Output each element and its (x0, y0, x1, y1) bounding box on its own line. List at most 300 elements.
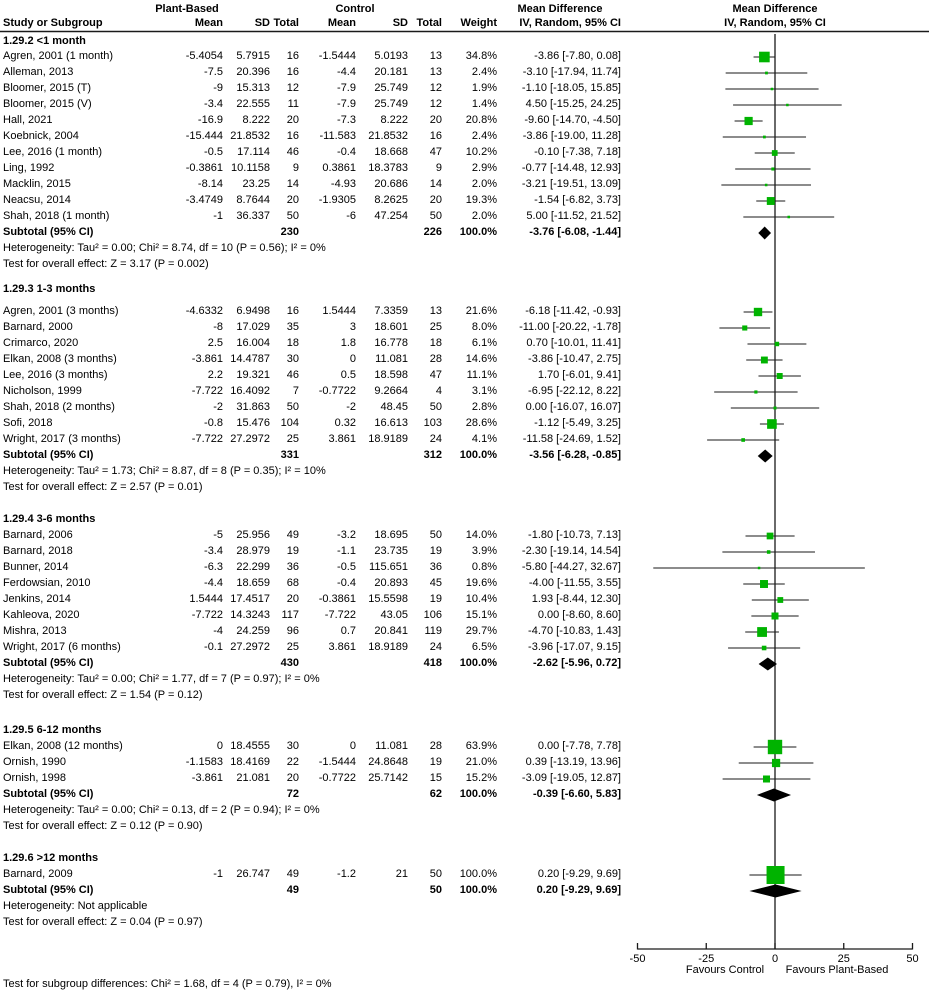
control-total-cell: 12 (429, 98, 442, 110)
md-ci-cell: -4.00 [-11.55, 3.55] (528, 577, 621, 589)
control-sd-cell: 20.893 (374, 577, 408, 589)
study-label: Crimarco, 2020 (3, 337, 79, 349)
section-title: 1.29.3 1-3 months (3, 283, 96, 295)
effect-square (763, 775, 770, 782)
control-total-cell: 50 (429, 401, 442, 413)
plantbased-sd-cell: 15.476 (236, 417, 270, 429)
subtotal-plantbased-total: 331 (280, 449, 299, 461)
weight-cell: 1.4% (471, 98, 497, 110)
subtotal-weight: 100.0% (459, 449, 497, 461)
control-sd-cell: 11.081 (375, 740, 408, 752)
control-total-cell: 19 (429, 593, 442, 605)
control-sd-cell: 11.081 (375, 353, 408, 365)
x-axis-tick-label: 50 (906, 953, 919, 965)
control-sd-cell: 21 (395, 868, 408, 880)
plantbased-total-cell: 20 (286, 772, 299, 784)
favours-control-label: Favours Control (685, 964, 765, 976)
effect-square (787, 216, 790, 219)
study-label: Mishra, 2013 (3, 625, 67, 637)
study-label: Elkan, 2008 (3 months) (3, 353, 117, 365)
md-ci-cell: -4.70 [-10.83, 1.43] (528, 625, 621, 637)
control-mean-cell: 0.3861 (322, 162, 356, 174)
md-ci-cell: -9.60 [-14.70, -4.50] (524, 114, 621, 126)
overall-effect-text: Test for overall effect: Z = 1.54 (P = 0.12) (3, 689, 203, 701)
study-label: Agren, 2001 (3 months) (3, 305, 119, 317)
control-mean-cell: -7.9 (337, 82, 356, 94)
plantbased-mean-cell: -1 (213, 210, 223, 222)
plantbased-sd-cell: 26.747 (236, 868, 270, 880)
subtotal-control-total: 226 (423, 226, 442, 238)
plantbased-sd-cell: 21.081 (236, 772, 270, 784)
plantbased-total-cell: 7 (292, 385, 299, 397)
sd2-col-header: SD (392, 17, 408, 29)
x-axis-tick-label: -25 (698, 953, 715, 965)
plantbased-sd-cell: 18.4169 (230, 756, 270, 768)
control-sd-cell: 8.222 (380, 114, 408, 126)
plantbased-mean-cell: -9 (213, 82, 223, 94)
plantbased-mean-cell: -7.722 (191, 385, 223, 397)
plantbased-total-cell: 46 (286, 369, 299, 381)
weight-cell: 14.6% (465, 353, 497, 365)
control-total-cell: 103 (423, 417, 442, 429)
md-ci-cell: -1.80 [-10.73, 7.13] (528, 529, 621, 541)
subtotal-diamond (757, 789, 791, 802)
subtotal-md-ci: -3.56 [-6.28, -0.85] (529, 449, 621, 461)
control-total-cell: 50 (429, 529, 442, 541)
study-label: Shah, 2018 (1 month) (3, 210, 110, 222)
control-sd-cell: 18.9189 (368, 641, 408, 653)
x-axis-tick-label: 25 (837, 953, 850, 965)
heterogeneity-text: Heterogeneity: Tau² = 0.00; Chi² = 8.74, df = 10 (P = 0.56); I² = 0% (3, 242, 326, 254)
plantbased-sd-cell: 18.659 (236, 577, 270, 589)
plantbased-mean-cell: -0.3861 (185, 162, 223, 174)
subtotal-weight: 100.0% (459, 226, 497, 238)
control-mean-cell: -0.5 (337, 561, 356, 573)
control-mean-cell: -1.5444 (318, 50, 356, 62)
md-ci-cell: -11.58 [-24.69, 1.52] (522, 433, 621, 445)
plantbased-total-cell: 16 (286, 66, 299, 78)
plantbased-mean-cell: 0 (216, 740, 223, 752)
plantbased-sd-cell: 17.029 (236, 321, 270, 333)
effect-square (777, 373, 783, 379)
control-total-cell: 13 (429, 50, 442, 62)
weight-cell: 3.1% (471, 385, 497, 397)
md-ci-cell: 4.50 [-15.25, 24.25] (525, 98, 621, 110)
control-mean-cell: -1.9305 (318, 194, 356, 206)
weight-cell: 0.8% (471, 561, 497, 573)
study-label: Ornish, 1990 (3, 756, 66, 768)
control-sd-cell: 25.749 (374, 98, 408, 110)
weight-cell: 19.6% (465, 577, 497, 589)
md-ci-cell: -6.18 [-11.42, -0.93] (525, 305, 621, 317)
weight-cell: 34.8% (465, 50, 497, 62)
control-total-cell: 24 (429, 641, 442, 653)
weight-cell: 2.4% (471, 66, 497, 78)
weight-cell: 15.1% (465, 609, 497, 621)
md-ci-cell: -1.54 [-6.82, 3.73] (534, 194, 621, 206)
plantbased-sd-cell: 16.004 (236, 337, 270, 349)
plantbased-total-cell: 16 (286, 305, 299, 317)
md-ci-cell: -1.12 [-5.49, 3.25] (534, 417, 621, 429)
effect-square (760, 580, 768, 588)
mean2-col-header: Mean (327, 17, 356, 29)
study-label: Sofi, 2018 (3, 417, 53, 429)
control-sd-cell: 43.05 (380, 609, 408, 621)
md-ci-cell: -5.80 [-44.27, 32.67] (521, 561, 621, 573)
effect-square (775, 342, 779, 346)
effect-square (772, 759, 780, 767)
control-total-cell: 20 (429, 114, 442, 126)
control-sd-cell: 7.3359 (374, 305, 408, 317)
plantbased-sd-cell: 19.321 (236, 369, 270, 381)
effect-square (771, 167, 774, 170)
study-label: Bunner, 2014 (3, 561, 69, 573)
control-mean-cell: 0.32 (334, 417, 356, 429)
control-mean-cell: -11.583 (319, 130, 356, 142)
plantbased-mean-cell: -3.4 (204, 545, 223, 557)
control-total-cell: 119 (424, 625, 442, 637)
md-ci-cell: -3.86 [-10.47, 2.75] (528, 353, 621, 365)
control-sd-cell: 16.778 (374, 337, 408, 349)
plantbased-mean-cell: -5 (213, 529, 223, 541)
md-ci-cell: 0.70 [-10.01, 11.41] (526, 337, 621, 349)
effect-square (765, 184, 768, 187)
control-sd-cell: 18.601 (374, 321, 408, 333)
study-label: Ornish, 1998 (3, 772, 66, 784)
control-sd-cell: 24.8648 (368, 756, 408, 768)
subtotal-label: Subtotal (95% CI) (3, 449, 94, 461)
subtotal-md-ci: -0.39 [-6.60, 5.83] (532, 788, 621, 800)
plantbased-sd-cell: 15.313 (236, 82, 270, 94)
md-ci-cell: -2.30 [-19.14, 14.54] (521, 545, 621, 557)
effect-square (758, 567, 761, 570)
control-mean-cell: 3 (349, 321, 356, 333)
subtotal-control-total: 418 (423, 657, 442, 669)
study-label: Wright, 2017 (3 months) (3, 433, 121, 445)
weight-cell: 6.1% (471, 337, 497, 349)
weight-cell: 19.3% (465, 194, 497, 206)
control-sd-cell: 48.45 (380, 401, 408, 413)
plantbased-mean-cell: -7.722 (191, 609, 223, 621)
plantbased-total-cell: 16 (286, 130, 299, 142)
plot-header-line2: IV, Random, 95% CI (724, 17, 826, 29)
control-mean-cell: -1.5444 (318, 756, 356, 768)
study-label: Shah, 2018 (2 months) (3, 401, 115, 413)
heterogeneity-text: Heterogeneity: Not applicable (3, 900, 148, 912)
effect-square (767, 550, 771, 554)
plantbased-sd-cell: 27.2972 (230, 641, 270, 653)
md-ci-cell: -3.21 [-19.51, 13.09] (521, 178, 621, 190)
control-total-cell: 18 (429, 337, 442, 349)
effect-square (765, 72, 768, 75)
md-ci-cell: -0.10 [-7.38, 7.18] (534, 146, 621, 158)
weight-cell: 11.1% (466, 369, 497, 381)
control-mean-cell: 3.861 (328, 641, 356, 653)
effect-square (744, 117, 752, 125)
plantbased-total-cell: 20 (286, 593, 299, 605)
effect-square (773, 406, 776, 409)
control-sd-cell: 21.8532 (368, 130, 408, 142)
plantbased-sd-cell: 6.9498 (236, 305, 270, 317)
plantbased-total-cell: 16 (286, 50, 299, 62)
sd1-col-header: SD (254, 17, 270, 29)
plantbased-mean-cell: -4.6332 (185, 305, 223, 317)
control-sd-cell: 25.7142 (368, 772, 408, 784)
control-mean-cell: -6 (346, 210, 356, 222)
weight-cell: 1.9% (471, 82, 497, 94)
ci-col-header: IV, Random, 95% CI (519, 17, 621, 29)
weight-col-header: Weight (460, 17, 497, 29)
weight-cell: 20.8% (465, 114, 497, 126)
plantbased-sd-cell: 17.114 (237, 146, 270, 158)
plantbased-mean-cell: -16.9 (197, 114, 223, 126)
study-label: Lee, 2016 (1 month) (3, 146, 103, 158)
control-mean-cell: 0 (349, 740, 356, 752)
section-title: 1.29.2 <1 month (3, 35, 86, 47)
plantbased-sd-cell: 16.4092 (230, 385, 270, 397)
study-col-header: Study or Subgroup (3, 17, 103, 29)
plantbased-mean-cell: -15.444 (185, 130, 223, 142)
plantbased-total-cell: 50 (286, 210, 299, 222)
control-sd-cell: 18.695 (374, 529, 408, 541)
control-total-cell: 28 (429, 353, 442, 365)
plantbased-total-cell: 46 (286, 146, 299, 158)
md-ci-cell: -3.96 [-17.07, 9.15] (528, 641, 621, 653)
control-sd-cell: 20.181 (374, 66, 408, 78)
weight-cell: 63.9% (465, 740, 497, 752)
control-mean-cell: -3.2 (337, 529, 356, 541)
control-sd-cell: 5.0193 (374, 50, 408, 62)
plantbased-mean-cell: 2.2 (207, 369, 223, 381)
control-mean-cell: -0.4 (337, 146, 356, 158)
md-ci-cell: 0.00 [-8.60, 8.60] (537, 609, 621, 621)
weight-cell: 21.0% (465, 756, 497, 768)
plantbased-total-cell: 104 (280, 417, 299, 429)
plantbased-mean-cell: -0.1 (204, 641, 223, 653)
study-label: Koebnick, 2004 (3, 130, 79, 142)
plantbased-sd-cell: 5.7915 (236, 50, 270, 62)
plantbased-sd-cell: 36.337 (236, 210, 270, 222)
subtotal-plantbased-total: 72 (286, 788, 299, 800)
weight-cell: 10.2% (465, 146, 497, 158)
control-total-cell: 47 (429, 369, 442, 381)
effect-square (757, 627, 767, 637)
control-mean-cell: -7.3 (337, 114, 356, 126)
subgroup-difference-test: Test for subgroup differences: Chi² = 1.68, df = 4 (P = 0.79), I² = 0% (3, 978, 332, 990)
weight-cell: 10.4% (465, 593, 497, 605)
effect-square (767, 533, 774, 540)
effect-square (768, 740, 782, 754)
plantbased-mean-cell: -3.4749 (185, 194, 223, 206)
section-title: 1.29.6 >12 months (3, 852, 99, 864)
control-mean-cell: 3.861 (328, 433, 356, 445)
effect-square (761, 357, 768, 364)
x-axis-tick-label: 0 (771, 953, 779, 965)
control-total-cell: 14 (429, 178, 442, 190)
weight-cell: 2.0% (471, 210, 497, 222)
control-sd-cell: 15.5598 (368, 593, 408, 605)
subtotal-label: Subtotal (95% CI) (3, 226, 94, 238)
plantbased-total-cell: 30 (286, 740, 299, 752)
plantbased-total-cell: 36 (286, 561, 299, 573)
heterogeneity-text: Heterogeneity: Tau² = 0.00; Chi² = 1.77, df = 7 (P = 0.97); I² = 0% (3, 673, 320, 685)
plantbased-sd-cell: 20.396 (236, 66, 270, 78)
weight-cell: 8.0% (471, 321, 497, 333)
md-ci-cell: 1.70 [-6.01, 9.41] (537, 369, 621, 381)
control-sd-cell: 47.254 (374, 210, 408, 222)
effect-square (767, 866, 785, 884)
control-mean-cell: -2 (346, 401, 356, 413)
control-mean-cell: -7.9 (337, 98, 356, 110)
overall-effect-text: Test for overall effect: Z = 3.17 (P = 0.002) (3, 258, 209, 270)
plantbased-sd-cell: 22.299 (236, 561, 270, 573)
group2-header: Control (335, 3, 375, 15)
plantbased-total-cell: 20 (286, 194, 299, 206)
plantbased-total-cell: 11 (287, 98, 299, 110)
study-label: Elkan, 2008 (12 months) (3, 740, 123, 752)
control-mean-cell: 1.8 (340, 337, 356, 349)
subtotal-md-ci: 0.20 [-9.29, 9.69] (536, 884, 621, 896)
section-title: 1.29.4 3-6 months (3, 513, 96, 525)
favours-plantbased-label: Favours Plant-Based (785, 964, 889, 976)
plantbased-mean-cell: 2.5 (207, 337, 223, 349)
md-ci-cell: -3.09 [-19.05, 12.87] (521, 772, 621, 784)
control-sd-cell: 18.598 (374, 369, 408, 381)
control-total-cell: 28 (429, 740, 442, 752)
control-sd-cell: 8.2625 (374, 194, 408, 206)
control-sd-cell: 18.668 (374, 146, 408, 158)
control-total-cell: 106 (423, 609, 442, 621)
control-total-cell: 20 (429, 194, 442, 206)
plantbased-mean-cell: -2 (213, 401, 223, 413)
effect-square (767, 197, 775, 205)
effect-square (754, 308, 762, 316)
plantbased-total-cell: 9 (292, 162, 299, 174)
effect-square (763, 136, 766, 139)
effect-square (771, 88, 774, 91)
md-ci-cell: -0.77 [-14.48, 12.93] (521, 162, 621, 174)
heterogeneity-text: Heterogeneity: Tau² = 0.00; Chi² = 0.13, df = 2 (P = 0.94); I² = 0% (3, 804, 320, 816)
plantbased-mean-cell: -0.5 (204, 146, 223, 158)
control-total-cell: 24 (429, 433, 442, 445)
plantbased-total-cell: 14 (286, 178, 299, 190)
md-ci-cell: -1.10 [-18.05, 15.85] (521, 82, 621, 94)
plantbased-sd-cell: 28.979 (236, 545, 270, 557)
plantbased-total-cell: 25 (286, 641, 299, 653)
control-sd-cell: 23.735 (374, 545, 408, 557)
subtotal-md-ci: -2.62 [-5.96, 0.72] (532, 657, 621, 669)
weight-cell: 15.2% (465, 772, 497, 784)
study-label: Lee, 2016 (3 months) (3, 369, 108, 381)
weight-cell: 28.6% (465, 417, 497, 429)
section-title: 1.29.5 6-12 months (3, 724, 102, 736)
effect-square (777, 597, 783, 603)
control-mean-cell: -0.3861 (318, 593, 356, 605)
plantbased-sd-cell: 27.2972 (230, 433, 270, 445)
study-label: Ling, 1992 (3, 162, 55, 174)
plantbased-mean-cell: -7.5 (204, 66, 223, 78)
effect-square (762, 646, 767, 651)
subtotal-plantbased-total: 430 (280, 657, 299, 669)
control-total-cell: 45 (429, 577, 442, 589)
plantbased-sd-cell: 14.3243 (230, 609, 270, 621)
control-sd-cell: 20.686 (374, 178, 408, 190)
control-total-cell: 50 (429, 868, 442, 880)
weight-cell: 21.6% (465, 305, 497, 317)
plantbased-total-cell: 25 (286, 433, 299, 445)
plantbased-mean-cell: -4.4 (204, 577, 223, 589)
control-mean-cell: -1.2 (337, 868, 356, 880)
weight-cell: 29.7% (465, 625, 497, 637)
study-label: Macklin, 2015 (3, 178, 71, 190)
control-mean-cell: -1.1 (337, 545, 356, 557)
control-mean-cell: -0.4 (337, 577, 356, 589)
group1-header: Plant-Based (155, 3, 219, 15)
plantbased-total-cell: 96 (286, 625, 299, 637)
control-mean-cell: -4.4 (337, 66, 356, 78)
plantbased-sd-cell: 21.8532 (230, 130, 270, 142)
study-label: Barnard, 2018 (3, 545, 73, 557)
overall-effect-text: Test for overall effect: Z = 0.04 (P = 0.97) (3, 916, 203, 928)
subtotal-label: Subtotal (95% CI) (3, 884, 94, 896)
subtotal-weight: 100.0% (459, 788, 497, 800)
subtotal-weight: 100.0% (459, 884, 497, 896)
control-total-cell: 36 (429, 561, 442, 573)
md-ci-cell: 1.93 [-8.44, 12.30] (531, 593, 621, 605)
md-column-header: Mean Difference (517, 3, 603, 15)
plantbased-total-cell: 49 (286, 868, 299, 880)
weight-cell: 6.5% (471, 641, 497, 653)
total2-col-header: Total (416, 17, 442, 29)
control-mean-cell: -4.93 (330, 178, 356, 190)
x-axis-tick-label: -50 (629, 953, 646, 965)
study-label: Barnard, 2000 (3, 321, 73, 333)
study-label: Jenkins, 2014 (3, 593, 71, 605)
subtotal-diamond (759, 658, 777, 671)
study-label: Barnard, 2006 (3, 529, 73, 541)
effect-square (786, 104, 789, 107)
plantbased-total-cell: 19 (286, 545, 299, 557)
weight-cell: 3.9% (471, 545, 497, 557)
md-ci-cell: -3.10 [-17.94, 11.74] (522, 66, 621, 78)
control-mean-cell: -7.722 (324, 609, 356, 621)
study-label: Alleman, 2013 (3, 66, 74, 78)
md-ci-cell: -6.95 [-22.12, 8.22] (528, 385, 621, 397)
control-total-cell: 4 (435, 385, 442, 397)
study-label: Bloomer, 2015 (T) (3, 82, 92, 94)
plantbased-total-cell: 117 (281, 609, 299, 621)
plantbased-mean-cell: -7.722 (191, 433, 223, 445)
control-sd-cell: 18.9189 (368, 433, 408, 445)
md-ci-cell: -11.00 [-20.22, -1.78] (519, 321, 621, 333)
plantbased-sd-cell: 31.863 (236, 401, 270, 413)
effect-square (772, 150, 778, 156)
plantbased-mean-cell: -1.1583 (185, 756, 223, 768)
plantbased-mean-cell: -1 (213, 868, 223, 880)
control-mean-cell: 1.5444 (322, 305, 356, 317)
overall-effect-text: Test for overall effect: Z = 2.57 (P = 0.01) (3, 481, 203, 493)
effect-square (742, 325, 747, 330)
control-total-cell: 13 (429, 305, 442, 317)
control-sd-cell: 18.3783 (368, 162, 408, 174)
subtotal-diamond (758, 450, 773, 463)
plantbased-sd-cell: 24.259 (236, 625, 270, 637)
weight-cell: 100.0% (459, 868, 497, 880)
control-total-cell: 16 (429, 130, 442, 142)
subtotal-label: Subtotal (95% CI) (3, 788, 94, 800)
control-total-cell: 25 (429, 321, 442, 333)
study-label: Bloomer, 2015 (V) (3, 98, 92, 110)
